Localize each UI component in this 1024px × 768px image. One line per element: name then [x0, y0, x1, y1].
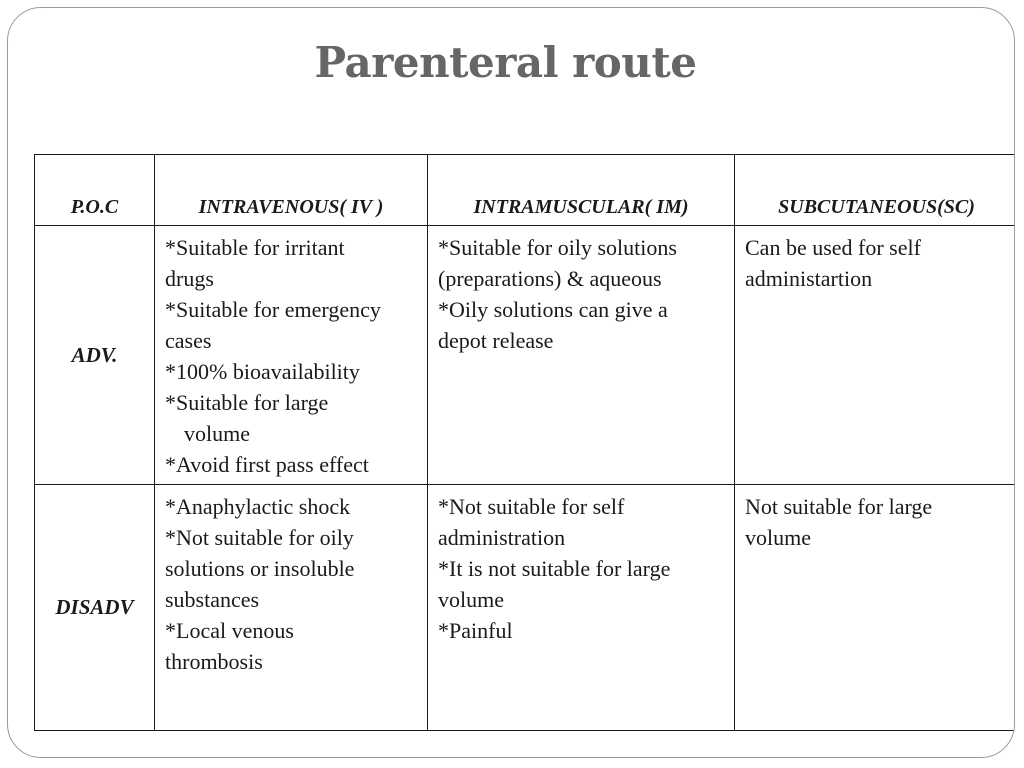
row-label-adv: ADV. — [35, 226, 155, 485]
table-row-advantages — [35, 226, 1016, 485]
cell-line: Not suitable for large — [745, 494, 933, 519]
cell-disadv-iv — [155, 485, 428, 731]
cell-adv-sc — [735, 226, 1016, 485]
parenteral-route-table — [34, 154, 1015, 731]
cell-line: solutions or insoluble — [165, 556, 355, 581]
table-header-row — [35, 155, 1016, 226]
header-poc: P.O.C — [35, 155, 155, 226]
cell-line: *Suitable for emergency — [165, 297, 381, 322]
header-subcutaneous: SUBCUTANEOUS(SC) — [735, 155, 1016, 226]
cell-line: *Avoid first pass effect — [165, 452, 369, 477]
cell-line: administration — [438, 525, 566, 550]
slide-title: Parenteral route — [314, 38, 697, 87]
cell-line: drugs — [165, 266, 214, 291]
cell-line: depot release — [438, 328, 554, 353]
cell-line: *100% bioavailability — [165, 359, 360, 384]
cell-line: thrombosis — [165, 649, 263, 674]
slide — [7, 7, 1015, 758]
cell-line: *Not suitable for oily — [165, 525, 354, 550]
cell-adv-iv — [155, 226, 428, 485]
cell-line: administartion — [745, 266, 873, 291]
cell-line: (preparations) & aqueous — [438, 266, 662, 291]
cell-line: *Not suitable for self — [438, 494, 625, 519]
cell-line: *Oily solutions can give a — [438, 297, 668, 322]
cell-line: *Painful — [438, 618, 513, 643]
cell-line: cases — [165, 328, 212, 353]
cell-line: volume — [438, 587, 504, 612]
cell-line: volume — [745, 525, 811, 550]
cell-line: *Suitable for irritant — [165, 235, 345, 260]
header-intravenous: INTRAVENOUS( IV ) — [155, 155, 428, 226]
cell-line: substances — [165, 587, 260, 612]
header-intramuscular: INTRAMUSCULAR( IM) — [428, 155, 735, 226]
cell-line: *Suitable for oily solutions — [438, 235, 677, 260]
cell-line: volume — [184, 421, 250, 446]
cell-adv-im — [428, 226, 735, 485]
cell-line: *It is not suitable for large — [438, 556, 671, 581]
cell-disadv-sc — [735, 485, 1016, 731]
cell-line: *Anaphylactic shock — [165, 494, 351, 519]
cell-line: Can be used for self — [745, 235, 921, 260]
row-label-disadv: DISADV — [35, 485, 155, 731]
cell-line: *Suitable for large — [165, 390, 329, 415]
cell-disadv-im — [428, 485, 735, 731]
cell-line: *Local venous — [165, 618, 294, 643]
table-row-disadvantages — [35, 485, 1016, 731]
